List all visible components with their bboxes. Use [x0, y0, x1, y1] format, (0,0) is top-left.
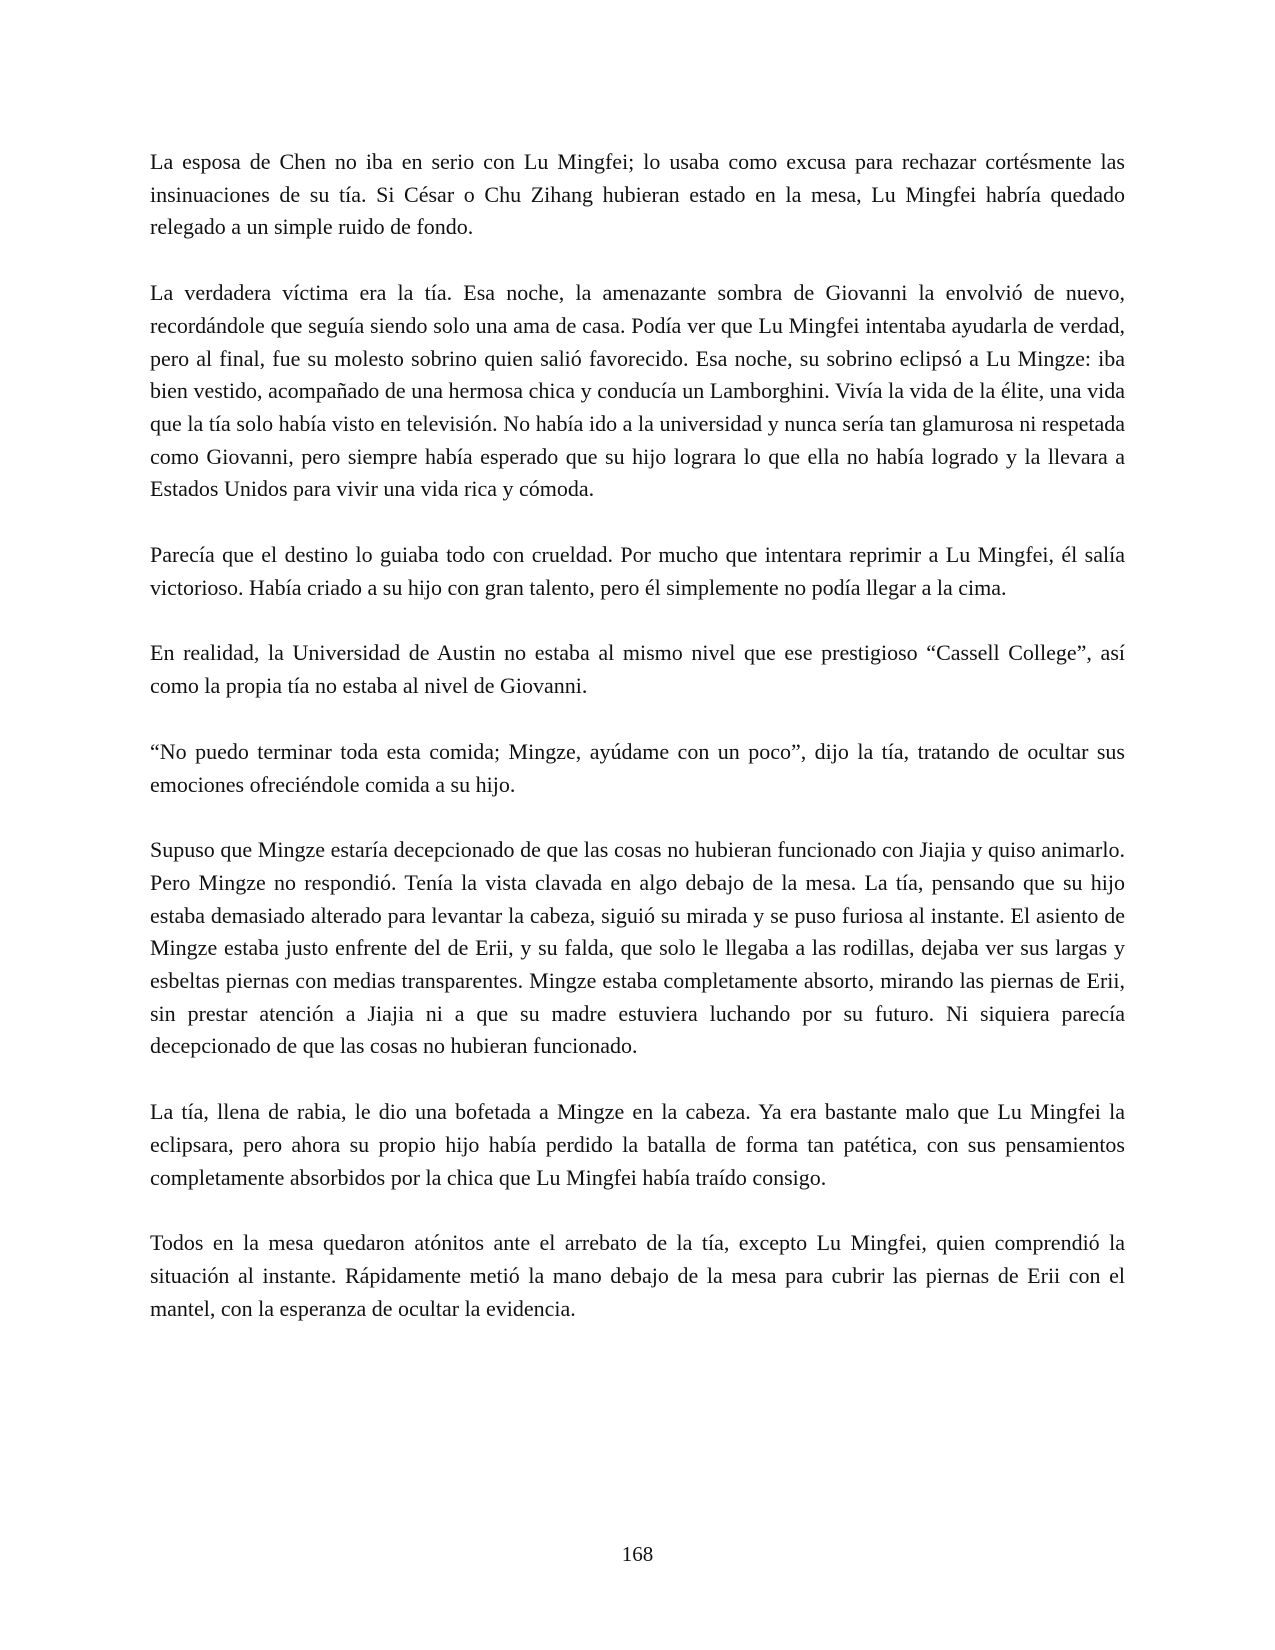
page-number: 168	[621, 1542, 654, 1566]
paragraph: La tía, llena de rabia, le dio una bofetada a Mingze en la cabeza. Ya era bastante malo que Lu Mingfei la eclipsara, pero ahora su propio hijo había perdido la batalla de forma tan patética, con sus pensamientos completamente absorbidos por la chica que Lu Mingfei había traído consigo.	[150, 1099, 1125, 1190]
paragraph: Todos en la mesa quedaron atónitos ante el arrebato de la tía, excepto Lu Mingfei, quien comprendió la situación al instante. Rápidamente metió la mano debajo de la mesa para cubrir las piernas de Erii con el mantel, con la esperanza de ocultar la evidencia.	[150, 1230, 1125, 1321]
paragraph: “No puedo terminar toda esta comida; Mingze, ayúdame con un poco”, dijo la tía, tratando de ocultar sus emociones ofreciéndole comida a su hijo.	[150, 738, 1125, 797]
paragraph: La esposa de Chen no iba en serio con Lu Mingfei; lo usaba como excusa para rechazar cortésmente las insinuaciones de su tía. Si César o Chu Zihang hubieran estado en la mesa, Lu Mingfei habría quedado relegado a un simple ruido de fondo.	[150, 149, 1125, 240]
paragraph: Supuso que Mingze estaría decepcionado de que las cosas no hubieran funcionado con Jiajia y quiso animarlo. Pero Mingze no respondió. Tenía la vista clavada en algo debajo de la mesa. La tía, pensando que su hijo estaba demasiado alterado para levantar la cabeza, siguió su mirada y se puso furiosa al instante. El asiento de Mingze estaba justo enfrente del de Erii, y su falda, que solo le llegaba a las rodillas, dejaba ver sus largas y esbeltas piernas con medias transparentes. Mingze estaba completamente absorto, mirando las piernas de Erii, sin prestar atención a Jiajia ni a que su madre estuviera luchando por su futuro. Ni siquiera parecía decepcionado de que las cosas no hubieran funcionado.	[150, 837, 1125, 1059]
paragraph: La verdadera víctima era la tía. Esa noche, la amenazante sombra de Giovanni la envolvió de nuevo, recordándole que seguía siendo solo una ama de casa. Podía ver que Lu Mingfei intentaba ayudarla de verdad, pero al final, fue su molesto sobrino quien salió favorecido. Esa noche, su sobrino eclipsó a Lu Mingze: iba bien vestido, acompañado de una hermosa chica y conducía un Lamborghini. Vivía la vida de la élite, una vida que la tía solo había visto en televisión. No había ido a la universidad y nunca sería tan glamurosa ni respetada como Giovanni, pero siempre había esperado que su hijo lograra lo que ella no había logrado y la llevara a Estados Unidos para vivir una vida rica y cómoda.	[150, 280, 1125, 502]
paragraph: Parecía que el destino lo guiaba todo con crueldad. Por mucho que intentara reprimir a Lu Mingfei, él salía victorioso. Había criado a su hijo con gran talento, pero él simplemente no podía llegar a la cima.	[150, 542, 1125, 600]
paragraph: En realidad, la Universidad de Austin no estaba al mismo nivel que ese prestigioso “Cassell College”, así como la propia tía no estaba al nivel de Giovanni.	[150, 640, 1125, 699]
page-body	[150, 146, 1125, 1358]
